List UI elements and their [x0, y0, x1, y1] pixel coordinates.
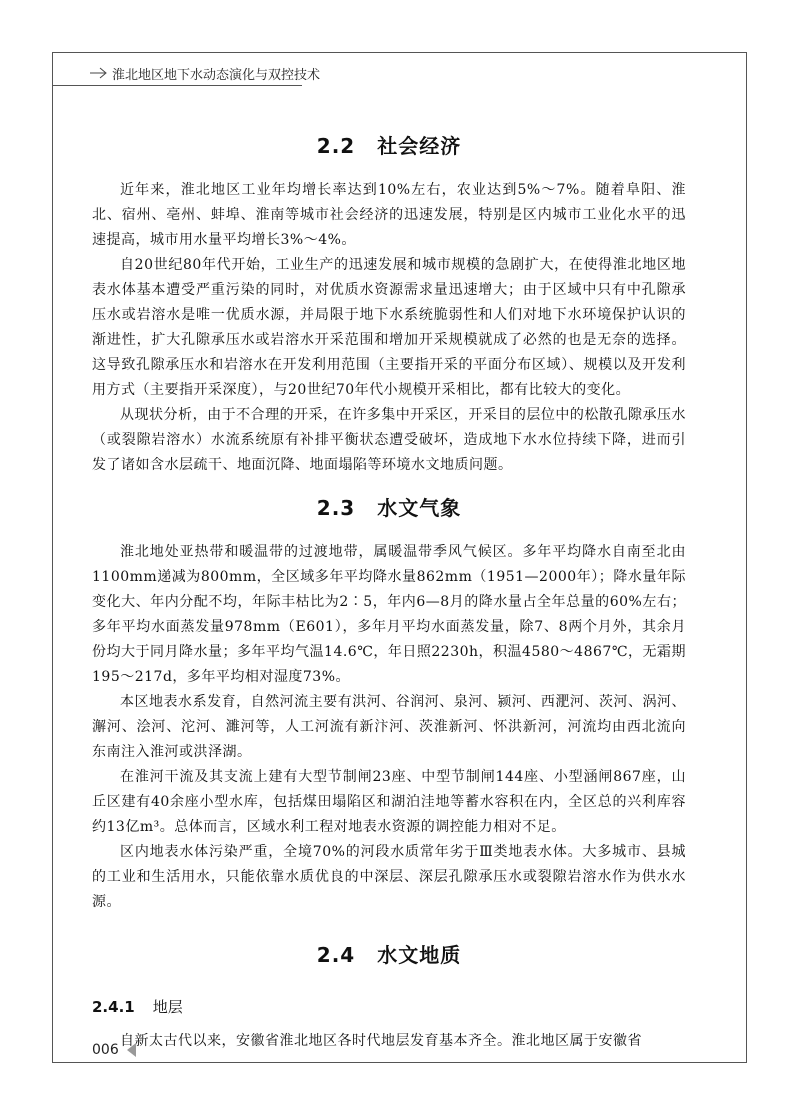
header-rule [52, 85, 302, 86]
page-number: 006 [92, 1042, 136, 1058]
paragraph: 从现状分析，由于不合理的开采，在许多集中开采区，开采目的层位中的松散孔隙承压水（或裂隙岩溶水）水流系统原有补排平衡状态遭受破坏，造成地下水水位持续下降，进而引发了诸如含水层疏干、地面沉降、地面塌陷等环境水文地质问题。 [92, 407, 686, 473]
paragraph: 自20世纪80年代开始，工业生产的迅速发展和城市规模的急剧扩大，在使得淮北地区地表水体基本遭受严重污染的同时，对优质水资源需求量迅速增大；由于区域中只有中孔隙承压水或岩溶水是唯一优质水源，并局限于地下水系统脆弱性和人们对地下水环境保护认识的渐进性，扩大孔隙承压水或岩溶水开采范围和增加开采规模就成了必然的也是无奈的选择。这导致孔隙承压水和岩溶水在开发利用范围（主要指开采的平面分布区域）、规模以及开发利用方式（主要指开采深度），与20世纪70年代小规模开采相比，都有比较大的变化。 [92, 257, 686, 398]
arrow-right-icon [90, 66, 108, 80]
subsection-title-2-4-1: 2.4.1 地层 [92, 998, 183, 1016]
page-content [92, 128, 686, 1054]
section-title-2-3: 2.3 水文气象 [316, 496, 462, 520]
section-title-2-4: 2.4 水文地质 [316, 943, 462, 967]
triangle-left-icon [127, 1043, 136, 1057]
paragraph: 近年来，淮北地区工业年均增长率达到10%左右，农业达到5%～7%。随着阜阳、淮北、宿州、亳州、蚌埠、淮南等城市社会经济的迅速发展，特别是区内城市工业化水平的迅速提高，城市用水量平均增长3%～4%。 [92, 182, 686, 248]
paragraph: 本区地表水系发育，自然河流主要有洪河、谷润河、泉河、颍河、西淝河、茨河、涡河、澥河、浍河、沱河、濉河等，人工河流有新汴河、茨淮新河、怀洪新河，河流均由西北流向东南注入淮河或洪泽湖。 [92, 694, 686, 760]
running-title: 淮北地区地下水动态演化与双控技术 [112, 67, 321, 83]
paragraph: 在淮河干流及其支流上建有大型节制闸23座、中型节制闸144座、小型涵闸867座，山丘区建有40余座小型水库，包括煤田塌陷区和湖泊洼地等蓄水容积在内，全区总的兴利库容约13亿m³。总体而言，区域水利工程对地表水资源的调控能力相对不足。 [92, 769, 686, 835]
running-header [90, 63, 320, 83]
section-title-2-2: 2.2 社会经济 [316, 134, 462, 158]
paragraph: 自新太古代以来，安徽省淮北地区各时代地层发育基本齐全。淮北地区属于安徽省 [120, 1033, 642, 1049]
paragraph: 区内地表水体污染严重，全境70%的河段水质常年劣于Ⅲ类地表水体。大多城市、县城的工业和生活用水，只能依靠水质优良的中深层、深层孔隙承压水或裂隙岩溶水作为供水水源。 [92, 844, 686, 910]
paragraph: 淮北地处亚热带和暖温带的过渡地带，属暖温带季风气候区。多年平均降水自南至北由1100mm递减为800mm，全区域多年平均降水量862mm（1951—2000年）；降水量年际变化大、年内分配不均，年际丰枯比为2∶5，年内6—8月的降水量占全年总量的60%左右；多年平均水面蒸发量978mm（E601），多年月平均水面蒸发量，除7、8两个月外，其余月份均大于同月降水量；多年平均气温14.6℃，年日照2230h，积温4580～4867℃，无霜期195～217d，多年平均相对湿度73%。 [92, 544, 686, 685]
